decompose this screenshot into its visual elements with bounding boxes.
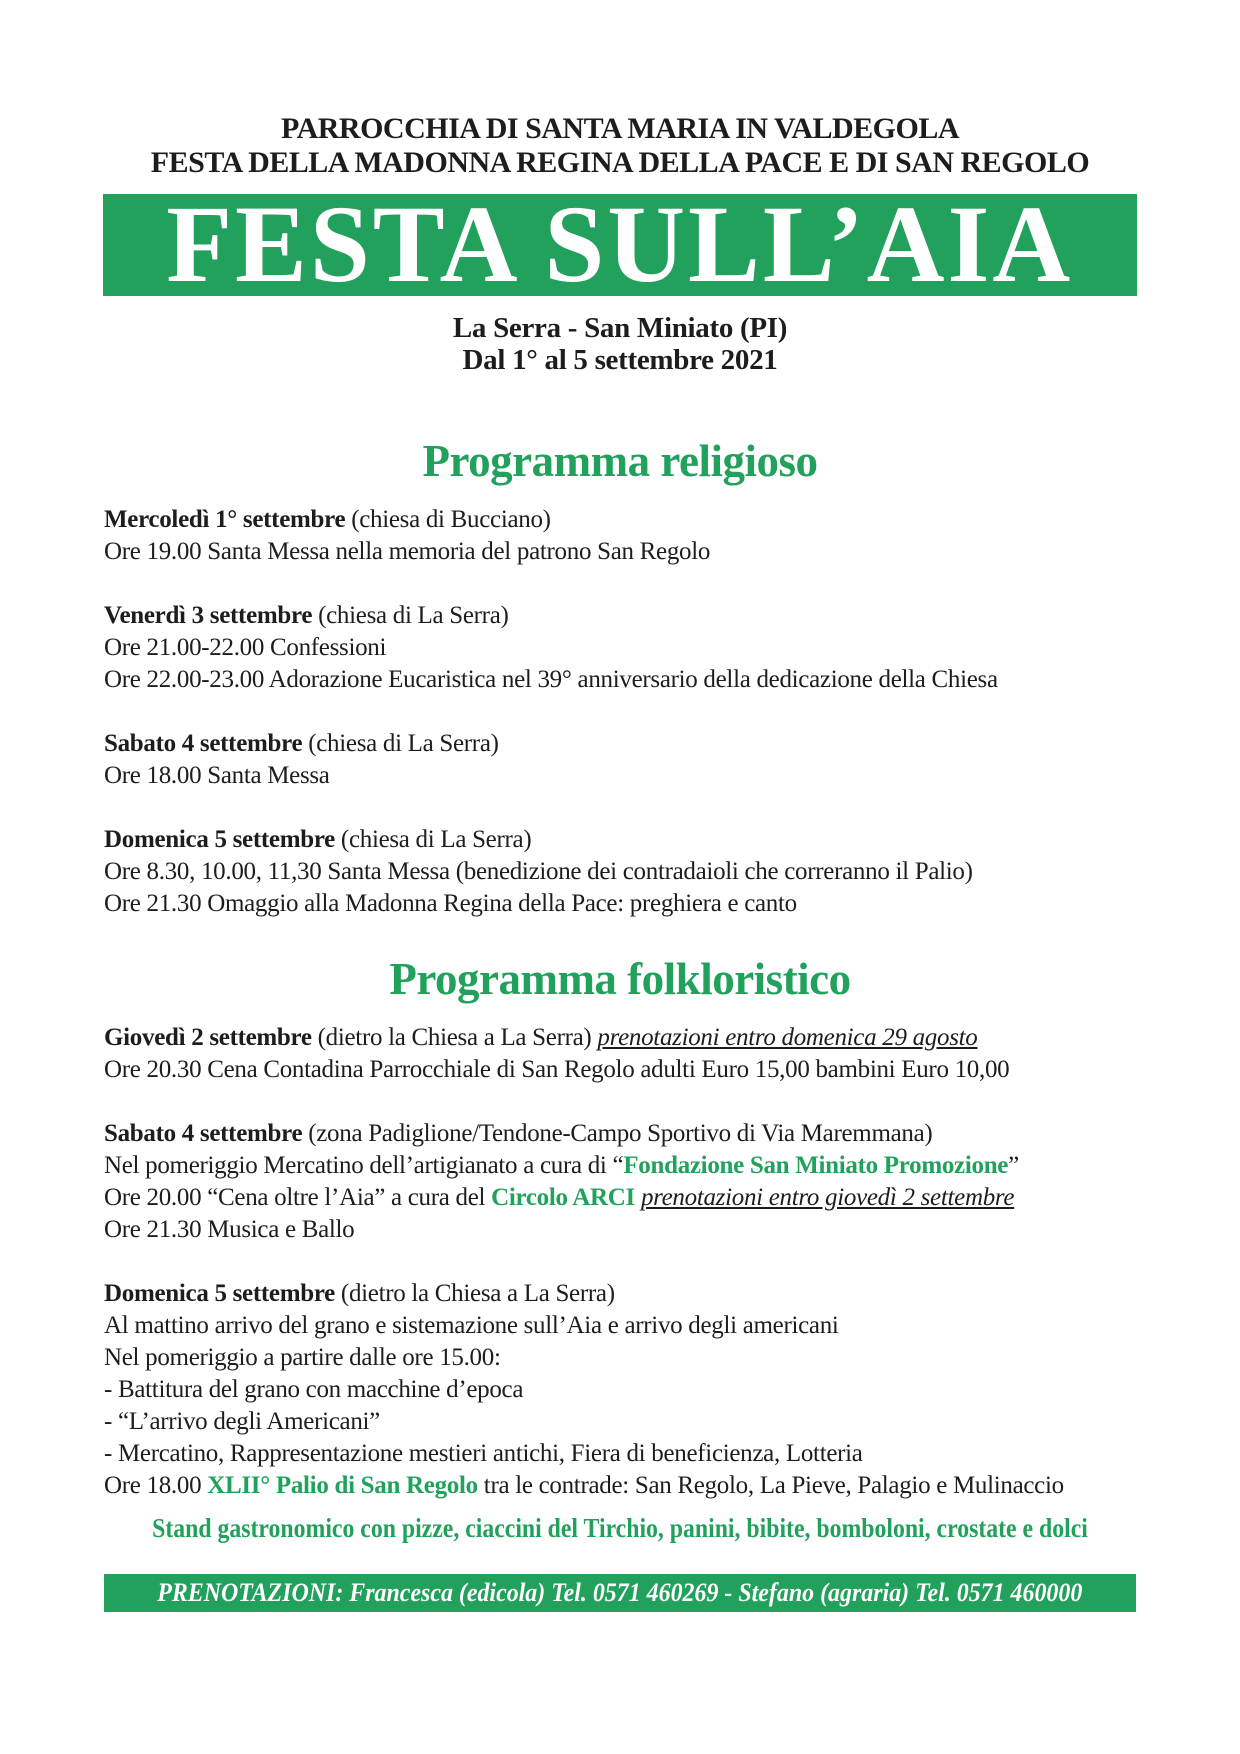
event-day-line (104, 1118, 1136, 1150)
event-block (104, 1118, 1136, 1246)
event-detail-line: Ore 19.00 Santa Messa nella memoria del patrono San Regolo (104, 538, 711, 565)
event-block (104, 1278, 1136, 1502)
title-banner (103, 194, 1137, 296)
event-day-line (104, 728, 1136, 760)
event-venue: (chiesa di La Serra) (302, 730, 499, 757)
event-block (104, 600, 1136, 696)
event-day-line (104, 1278, 1136, 1310)
event-day-line (104, 1022, 1136, 1054)
detail-text: Nel pomeriggio Mercatino dell’artigianato a cura di “ (104, 1152, 624, 1179)
folk-program-title: Programma folkloristico (389, 954, 851, 1004)
event-detail-line: Nel pomeriggio a partire dalle ore 15.00: (104, 1344, 501, 1371)
main-title: FESTA SULL’AIA (166, 194, 1074, 296)
event-block (104, 1022, 1136, 1086)
booking-banner (104, 1574, 1136, 1612)
event-block (104, 728, 1136, 792)
event-day-line (104, 600, 1136, 632)
event-venue: (zona Padiglione/Tendone-Campo Sportivo di Via Maremmana) (302, 1120, 933, 1147)
event-venue: (dietro la Chiesa a La Serra) (311, 1024, 598, 1051)
event-block (104, 824, 1136, 920)
event-venue: (chiesa di Bucciano) (345, 506, 551, 533)
religious-program-list (104, 504, 1136, 920)
event-day: Sabato 4 settembre (104, 730, 303, 757)
feast-subtitle: FESTA DELLA MADONNA REGINA DELLA PACE E DI SAN REGOLO (150, 146, 1090, 179)
event-day: Sabato 4 settembre (104, 1120, 303, 1147)
event-detail-line: - “L’arrivo degli Americani” (104, 1408, 380, 1435)
event-detail-line (104, 1150, 1136, 1182)
food-stand-line: Stand gastronomico con pizze, ciaccini del Tirchio, panini, bibite, bomboloni, crostate e dolci (152, 1513, 1088, 1543)
event-detail-line: Ore 21.30 Musica e Ballo (104, 1216, 355, 1243)
event-booking-note: prenotazioni entro domenica 29 agosto (597, 1024, 978, 1051)
event-detail-line (104, 1182, 1136, 1214)
event-day-line (104, 824, 1136, 856)
detail-text: Ore 18.00 (104, 1472, 208, 1499)
event-block (104, 504, 1136, 568)
event-day: Mercoledì 1° settembre (104, 506, 346, 533)
green-highlight: Fondazione San Miniato Promozione (623, 1152, 1009, 1179)
parish-title: PARROCCHIA DI SANTA MARIA IN VALDEGOLA (280, 112, 960, 145)
event-booking-note: prenotazioni entro giovedì 2 settembre (640, 1184, 1015, 1211)
booking-text: PRENOTAZIONI: Francesca (edicola) Tel. 0571 460269 - Stefano (agraria) Tel. 0571 460000 (157, 1578, 1083, 1607)
location-line: La Serra - San Miniato (PI) (452, 312, 788, 344)
event-detail-line: Al mattino arrivo del grano e sistemazione sull’Aia e arrivo degli americani (104, 1312, 839, 1339)
event-day: Domenica 5 settembre (104, 826, 335, 853)
event-detail-line (104, 1470, 1136, 1502)
event-venue: (chiesa di La Serra) (312, 602, 509, 629)
dates-line: Dal 1° al 5 settembre 2021 (462, 344, 778, 376)
event-detail-line: Ore 21.00-22.00 Confessioni (104, 634, 387, 661)
event-detail-line: Ore 20.30 Cena Contadina Parrocchiale di San Regolo adulti Euro 15,00 bambini Euro 10,00 (104, 1056, 1010, 1083)
detail-text: tra le contrade: San Regolo, La Pieve, Palagio e Mulinaccio (477, 1472, 1064, 1499)
detail-text: Ore 20.00 “Cena oltre l’Aia” a cura del (104, 1184, 492, 1211)
event-day: Giovedì 2 settembre (104, 1024, 312, 1051)
event-venue: (chiesa di La Serra) (334, 826, 532, 853)
folk-program-list (104, 1022, 1136, 1502)
event-day-line (104, 504, 1136, 536)
event-venue: (dietro la Chiesa a La Serra) (334, 1280, 615, 1307)
event-detail-line: - Mercatino, Rappresentazione mestieri antichi, Fiera di beneficienza, Lotteria (104, 1440, 863, 1467)
event-detail-line: Ore 22.00-23.00 Adorazione Eucaristica nel 39° anniversario della dedicazione della Chiesa (104, 666, 998, 693)
event-detail-line: - Battitura del grano con macchine d’epoca (104, 1376, 524, 1403)
event-detail-line: Ore 21.30 Omaggio alla Madonna Regina della Pace: preghiera e canto (104, 890, 797, 917)
green-highlight: XLII° Palio di San Regolo (207, 1472, 478, 1499)
detail-text: ” (1008, 1152, 1019, 1179)
event-detail-line: Ore 18.00 Santa Messa (104, 762, 330, 789)
green-highlight: Circolo ARCI (491, 1184, 641, 1211)
event-day: Domenica 5 settembre (104, 1280, 335, 1307)
event-day: Venerdì 3 settembre (104, 602, 313, 629)
event-detail-line: Ore 8.30, 10.00, 11,30 Santa Messa (benedizione dei contradaioli che correranno il Palio) (104, 858, 973, 885)
religious-program-title: Programma religioso (422, 436, 818, 486)
